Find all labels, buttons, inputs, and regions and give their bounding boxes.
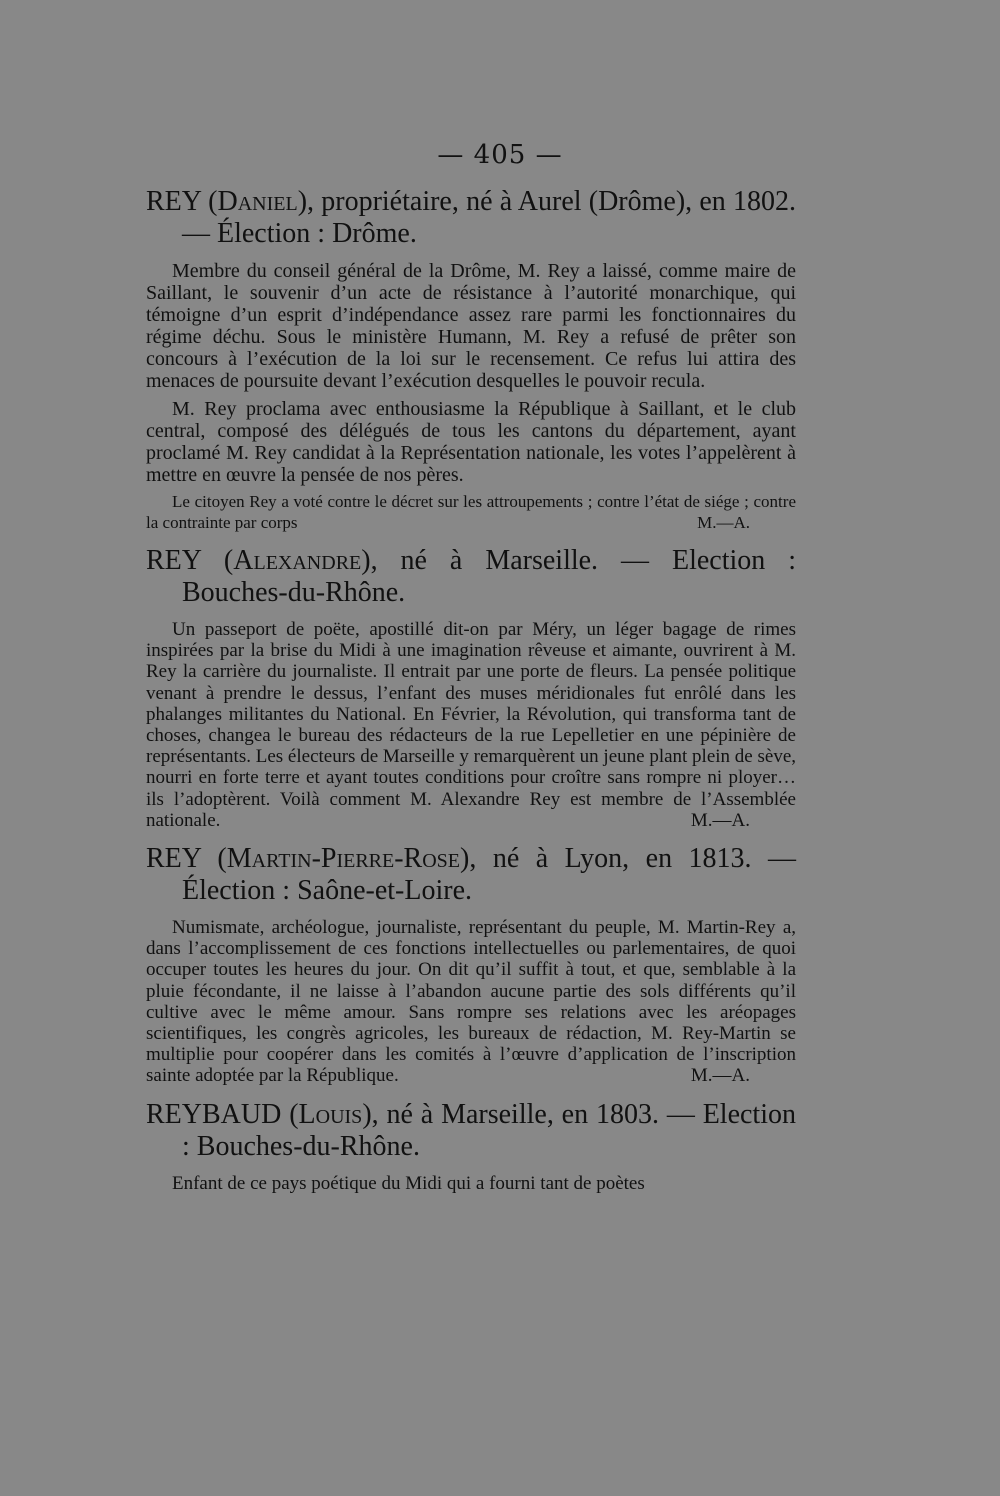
entry-heading-rest: , né à Marseille, en 1803. — Election : Bouches-du-Rhône. [182, 1098, 796, 1162]
entry-paragraph: Membre du conseil général de la Drôme, M. Rey a laissé, comme maire de Saillant, le souvenir d’un acte de résistance à l’autorité monarchique, qui témoigne d’un esprit d’indépendance assez rare parmi les fonctionnaires du régime déchu. Sous le ministère Humann, M. Rey a refusé de prêter son concours à l’exécution de la loi sur le recensement. Ce refus lui attira des menaces de poursuite devant l’exécution desquelles le pouvoir recula. [146, 260, 796, 393]
entry-given-name: Daniel [217, 186, 298, 217]
entry-heading-rest: , propriétaire, né à Aurel (Drôme), en 1802. — Élection : Drôme. [182, 186, 797, 249]
entry-signature: M.—A. [697, 512, 750, 532]
entry-heading: REY (Alexandre), né à Marseille. — Election : Bouches-du-Rhône. [146, 544, 797, 608]
entry-reybaud-louis [146, 1099, 796, 1194]
entry-note [146, 491, 796, 533]
entry-heading-rest: , né à Lyon, en 1813. — Élection : Saône-et-Loire. [182, 842, 797, 906]
entry-heading: REYBAUD (Louis), né à Marseille, en 1803. — Election : Bouches-du-Rhône. [146, 1098, 796, 1162]
entry-surname: REY [146, 186, 201, 217]
entry-given-name: Martin-Pierre-Rose [226, 842, 461, 874]
entry-given-name: Alexandre [233, 544, 362, 576]
entry-paragraph [146, 619, 796, 831]
entry-paragraph-text: Un passeport de poëte, apostillé dit-on par Méry, un léger bagage de rimes inspirées par la brise du Midi à une imagination rêveuse et aimante, ouvrirent à M. Rey la carrière du journaliste. Il entrait par une porte de fleurs. La pensée politique venant à prendre le dessus, l’enfant des muses méridionales fut enrôlé dans les phalanges militantes du National. En Février, la Révolution, qui transforma tant de choses, changea le bureau des rédacteurs de la rue Lepelletier en une pépinière de représentants. Les électeurs de Marseille y remarquèrent un jeune plant plein de sève, nourri en forte terre et ayant toutes conditions pour croître sans rompre ni ployer… ils l’adoptèrent. Voilà comment M. Alexandre Rey est membre de l’Assemblée nationale. [146, 618, 796, 831]
entry-heading: REY (Daniel), propriétaire, né à Aurel (Drôme), en 1802. — Élection : Drôme. [146, 186, 797, 249]
entry-paragraph [146, 917, 796, 1087]
entry-surname: REY [146, 842, 201, 874]
entry-paragraph-text: Numismate, archéologue, journaliste, représentant du peuple, M. Martin-Rey a, dans l’accomplissement de ces fonctions intellectuelles ou parlementaires, de quoi occuper toutes les heures du jour. On dit qu’il suffit à tout, et que, semblable à la pluie fécondante, il ne laisse à l’abandon aucune partie des sols différents qu’il cultive avec le même amour. Sans rompre ses relations avec les aréopages scientifiques, les congrès agricoles, les bureaux de rédaction, M. Rey-Martin se multiplie pour coopérer dans les comités à l’œuvre d’application de l’inscription sainte adoptée par la République. [146, 916, 796, 1087]
text-column [146, 186, 796, 1206]
entry-rey-daniel [146, 186, 796, 533]
entry-heading-rest: , né à Marseille. — Election : Bouches-du-Rhône. [182, 544, 797, 608]
entry-heading: REY (Martin-Pierre-Rose), né à Lyon, en 1813. — Élection : Saône-et-Loire. [146, 842, 797, 906]
entry-note-text: Le citoyen Rey a voté contre le décret sur les attroupements ; contre l’état de siége ; contre la contrainte par corps [146, 491, 796, 532]
entry-given-name: Louis [298, 1098, 363, 1130]
entry-surname: REYBAUD [146, 1098, 282, 1130]
entry-rey-martin-pierre-rose [146, 843, 796, 1087]
entry-surname: REY [146, 544, 201, 576]
entry-paragraph: M. Rey proclama avec enthousiasme la République à Saillant, et le club central, composé des délégués de tous les cantons du département, ayant proclamé M. Rey candidat à la Représentation nationale, les votes l’appelèrent à mettre en œuvre la pensée de nos pères. [146, 397, 796, 486]
entry-rey-alexandre [146, 545, 796, 831]
page-number: — 405 — [437, 140, 563, 170]
entry-signature: M.—A. [690, 1065, 750, 1087]
entry-paragraph: Enfant de ce pays poétique du Midi qui a fourni tant de poètes [172, 1172, 645, 1194]
entry-signature: M.—A. [690, 809, 750, 831]
